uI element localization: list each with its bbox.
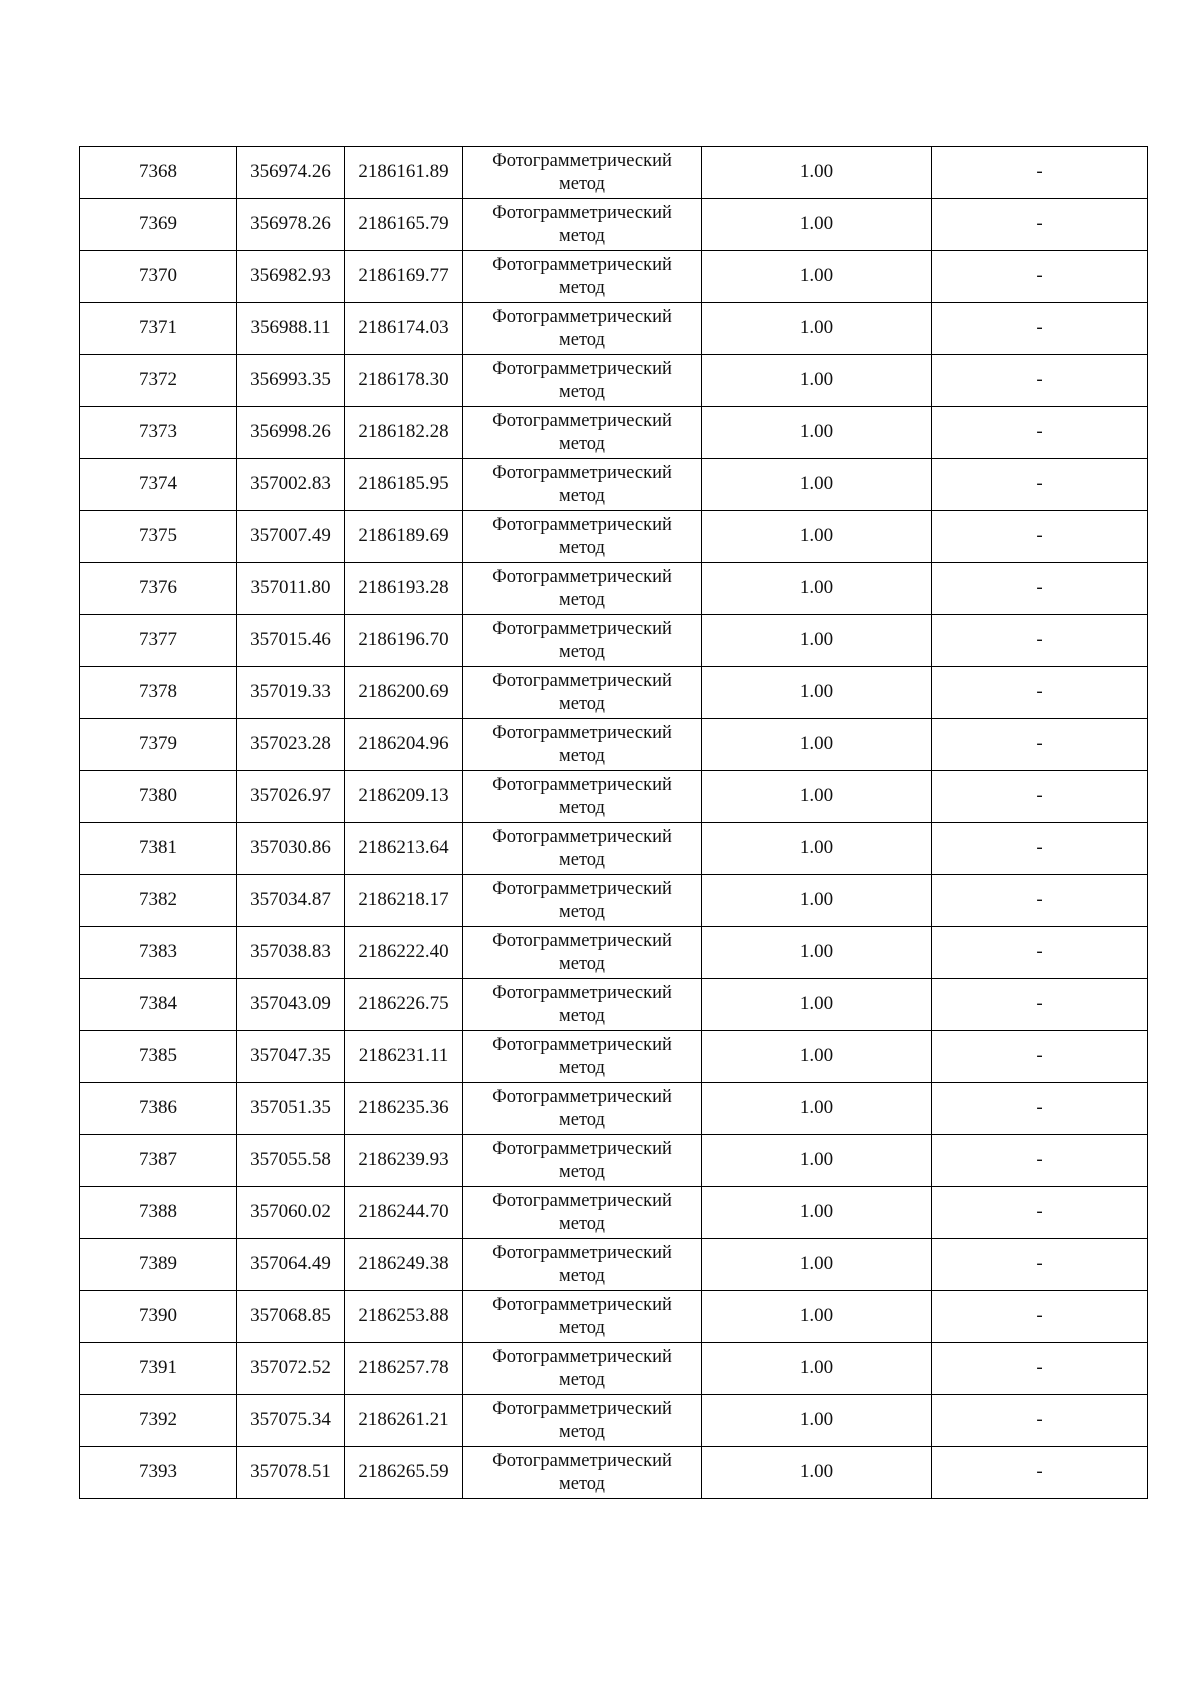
- method-text-line: Фотограмметрический: [492, 411, 672, 432]
- table-row: [80, 667, 1148, 719]
- table-row: [80, 1083, 1148, 1135]
- table-row: [80, 1291, 1148, 1343]
- method-text-line: Фотограмметрический: [492, 1347, 672, 1368]
- y-coordinate-cell: 2186218.17: [345, 875, 463, 927]
- method-text-line: Фотограмметрический: [492, 1295, 672, 1316]
- point-number-cell: 7386: [80, 1083, 237, 1135]
- x-coordinate-cell: 357075.34: [237, 1395, 345, 1447]
- x-coordinate-cell: 357060.02: [237, 1187, 345, 1239]
- table-row: [80, 615, 1148, 667]
- accuracy-cell: 1.00: [702, 459, 932, 511]
- note-cell: -: [932, 927, 1148, 979]
- method-text-line: метод: [559, 1057, 605, 1078]
- note-cell: -: [932, 875, 1148, 927]
- method-text-line: Фотограмметрический: [492, 931, 672, 952]
- y-coordinate-cell: 2186189.69: [345, 511, 463, 563]
- table-row: [80, 511, 1148, 563]
- method-text-line: Фотограмметрический: [492, 723, 672, 744]
- method-cell: [463, 355, 702, 407]
- accuracy-cell: 1.00: [702, 199, 932, 251]
- x-coordinate-cell: 357064.49: [237, 1239, 345, 1291]
- y-coordinate-cell: 2186161.89: [345, 147, 463, 199]
- accuracy-cell: 1.00: [702, 1135, 932, 1187]
- method-text-line: метод: [559, 1317, 605, 1338]
- table-row: [80, 1395, 1148, 1447]
- note-cell: -: [932, 823, 1148, 875]
- method-cell: [463, 1083, 702, 1135]
- point-number-cell: 7380: [80, 771, 237, 823]
- accuracy-cell: 1.00: [702, 1239, 932, 1291]
- point-number-cell: 7379: [80, 719, 237, 771]
- method-text-line: Фотограмметрический: [492, 983, 672, 1004]
- method-text-line: метод: [559, 953, 605, 974]
- method-cell: [463, 1447, 702, 1499]
- point-number-cell: 7383: [80, 927, 237, 979]
- table-row: [80, 1447, 1148, 1499]
- method-text-line: Фотограмметрический: [492, 515, 672, 536]
- x-coordinate-cell: 357023.28: [237, 719, 345, 771]
- method-text-line: Фотограмметрический: [492, 463, 672, 484]
- point-number-cell: 7377: [80, 615, 237, 667]
- method-cell: [463, 615, 702, 667]
- method-cell: [463, 875, 702, 927]
- table-row: [80, 303, 1148, 355]
- method-cell: [463, 719, 702, 771]
- method-text-line: метод: [559, 849, 605, 870]
- method-text-line: метод: [559, 173, 605, 194]
- x-coordinate-cell: 357038.83: [237, 927, 345, 979]
- accuracy-cell: 1.00: [702, 147, 932, 199]
- method-cell: [463, 1187, 702, 1239]
- point-number-cell: 7387: [80, 1135, 237, 1187]
- method-cell: [463, 1239, 702, 1291]
- table-row: [80, 355, 1148, 407]
- method-text-line: Фотограмметрический: [492, 1399, 672, 1420]
- method-cell: [463, 199, 702, 251]
- point-number-cell: 7373: [80, 407, 237, 459]
- note-cell: -: [932, 1395, 1148, 1447]
- y-coordinate-cell: 2186204.96: [345, 719, 463, 771]
- accuracy-cell: 1.00: [702, 303, 932, 355]
- x-coordinate-cell: 357051.35: [237, 1083, 345, 1135]
- method-text-line: Фотограмметрический: [492, 151, 672, 172]
- table-row: [80, 459, 1148, 511]
- y-coordinate-cell: 2186209.13: [345, 771, 463, 823]
- method-text-line: Фотограмметрический: [492, 827, 672, 848]
- method-text-line: метод: [559, 797, 605, 818]
- y-coordinate-cell: 2186222.40: [345, 927, 463, 979]
- note-cell: -: [932, 199, 1148, 251]
- table-row: [80, 199, 1148, 251]
- method-cell: [463, 147, 702, 199]
- point-number-cell: 7393: [80, 1447, 237, 1499]
- x-coordinate-cell: 356998.26: [237, 407, 345, 459]
- note-cell: -: [932, 511, 1148, 563]
- x-coordinate-cell: 357011.80: [237, 563, 345, 615]
- point-number-cell: 7374: [80, 459, 237, 511]
- method-text-line: метод: [559, 1473, 605, 1494]
- method-text-line: метод: [559, 537, 605, 558]
- method-text-line: Фотограмметрический: [492, 1243, 672, 1264]
- method-text-line: метод: [559, 901, 605, 922]
- note-cell: -: [932, 719, 1148, 771]
- method-cell: [463, 459, 702, 511]
- point-number-cell: 7368: [80, 147, 237, 199]
- table-row: [80, 1187, 1148, 1239]
- method-text-line: метод: [559, 381, 605, 402]
- method-cell: [463, 771, 702, 823]
- x-coordinate-cell: 357047.35: [237, 1031, 345, 1083]
- table-row: [80, 771, 1148, 823]
- method-text-line: метод: [559, 1213, 605, 1234]
- y-coordinate-cell: 2186213.64: [345, 823, 463, 875]
- x-coordinate-cell: 356993.35: [237, 355, 345, 407]
- point-number-cell: 7388: [80, 1187, 237, 1239]
- x-coordinate-cell: 357043.09: [237, 979, 345, 1031]
- accuracy-cell: 1.00: [702, 615, 932, 667]
- x-coordinate-cell: 357002.83: [237, 459, 345, 511]
- y-coordinate-cell: 2186193.28: [345, 563, 463, 615]
- accuracy-cell: 1.00: [702, 407, 932, 459]
- x-coordinate-cell: 357007.49: [237, 511, 345, 563]
- method-cell: [463, 563, 702, 615]
- accuracy-cell: 1.00: [702, 355, 932, 407]
- method-text-line: Фотограмметрический: [492, 1087, 672, 1108]
- x-coordinate-cell: 357034.87: [237, 875, 345, 927]
- note-cell: -: [932, 1187, 1148, 1239]
- y-coordinate-cell: 2186244.70: [345, 1187, 463, 1239]
- method-text-line: Фотограмметрический: [492, 1451, 672, 1472]
- note-cell: -: [932, 303, 1148, 355]
- accuracy-cell: 1.00: [702, 771, 932, 823]
- point-number-cell: 7382: [80, 875, 237, 927]
- point-number-cell: 7385: [80, 1031, 237, 1083]
- note-cell: -: [932, 1239, 1148, 1291]
- y-coordinate-cell: 2186257.78: [345, 1343, 463, 1395]
- y-coordinate-cell: 2186196.70: [345, 615, 463, 667]
- accuracy-cell: 1.00: [702, 1395, 932, 1447]
- note-cell: -: [932, 1031, 1148, 1083]
- accuracy-cell: 1.00: [702, 823, 932, 875]
- note-cell: -: [932, 1083, 1148, 1135]
- method-text-line: метод: [559, 1265, 605, 1286]
- point-number-cell: 7389: [80, 1239, 237, 1291]
- y-coordinate-cell: 2186231.11: [345, 1031, 463, 1083]
- point-number-cell: 7369: [80, 199, 237, 251]
- note-cell: -: [932, 771, 1148, 823]
- y-coordinate-cell: 2186200.69: [345, 667, 463, 719]
- table-row: [80, 979, 1148, 1031]
- point-number-cell: 7384: [80, 979, 237, 1031]
- accuracy-cell: 1.00: [702, 1187, 932, 1239]
- note-cell: -: [932, 1135, 1148, 1187]
- table-row: [80, 1239, 1148, 1291]
- accuracy-cell: 1.00: [702, 251, 932, 303]
- point-number-cell: 7376: [80, 563, 237, 615]
- accuracy-cell: 1.00: [702, 511, 932, 563]
- method-text-line: метод: [559, 641, 605, 662]
- method-text-line: метод: [559, 1421, 605, 1442]
- y-coordinate-cell: 2186235.36: [345, 1083, 463, 1135]
- method-text-line: метод: [559, 1109, 605, 1130]
- y-coordinate-cell: 2186185.95: [345, 459, 463, 511]
- table-row: [80, 1031, 1148, 1083]
- method-text-line: Фотограмметрический: [492, 1139, 672, 1160]
- accuracy-cell: 1.00: [702, 667, 932, 719]
- x-coordinate-cell: 356974.26: [237, 147, 345, 199]
- method-cell: [463, 667, 702, 719]
- method-cell: [463, 979, 702, 1031]
- method-cell: [463, 1343, 702, 1395]
- note-cell: -: [932, 1447, 1148, 1499]
- y-coordinate-cell: 2186265.59: [345, 1447, 463, 1499]
- note-cell: -: [932, 667, 1148, 719]
- point-number-cell: 7390: [80, 1291, 237, 1343]
- table-row: [80, 823, 1148, 875]
- note-cell: -: [932, 407, 1148, 459]
- method-cell: [463, 303, 702, 355]
- point-number-cell: 7372: [80, 355, 237, 407]
- method-text-line: метод: [559, 745, 605, 766]
- method-text-line: метод: [559, 589, 605, 610]
- table-row: [80, 407, 1148, 459]
- table-row: [80, 1343, 1148, 1395]
- x-coordinate-cell: 356982.93: [237, 251, 345, 303]
- method-text-line: Фотограмметрический: [492, 671, 672, 692]
- method-text-line: Фотограмметрический: [492, 619, 672, 640]
- method-cell: [463, 823, 702, 875]
- y-coordinate-cell: 2186165.79: [345, 199, 463, 251]
- accuracy-cell: 1.00: [702, 979, 932, 1031]
- method-cell: [463, 1031, 702, 1083]
- method-text-line: метод: [559, 329, 605, 350]
- y-coordinate-cell: 2186178.30: [345, 355, 463, 407]
- method-text-line: Фотограмметрический: [492, 203, 672, 224]
- x-coordinate-cell: 357015.46: [237, 615, 345, 667]
- method-text-line: метод: [559, 225, 605, 246]
- accuracy-cell: 1.00: [702, 927, 932, 979]
- table-row: [80, 1135, 1148, 1187]
- x-coordinate-cell: 357019.33: [237, 667, 345, 719]
- y-coordinate-cell: 2186226.75: [345, 979, 463, 1031]
- note-cell: -: [932, 459, 1148, 511]
- method-text-line: Фотограмметрический: [492, 567, 672, 588]
- method-cell: [463, 1135, 702, 1187]
- point-number-cell: 7392: [80, 1395, 237, 1447]
- x-coordinate-cell: 357026.97: [237, 771, 345, 823]
- x-coordinate-cell: 357072.52: [237, 1343, 345, 1395]
- y-coordinate-cell: 2186239.93: [345, 1135, 463, 1187]
- point-number-cell: 7378: [80, 667, 237, 719]
- note-cell: -: [932, 1343, 1148, 1395]
- point-number-cell: 7391: [80, 1343, 237, 1395]
- y-coordinate-cell: 2186249.38: [345, 1239, 463, 1291]
- accuracy-cell: 1.00: [702, 1291, 932, 1343]
- x-coordinate-cell: 357055.58: [237, 1135, 345, 1187]
- method-cell: [463, 251, 702, 303]
- method-cell: [463, 407, 702, 459]
- note-cell: -: [932, 615, 1148, 667]
- method-text-line: Фотограмметрический: [492, 879, 672, 900]
- y-coordinate-cell: 2186169.77: [345, 251, 463, 303]
- accuracy-cell: 1.00: [702, 1031, 932, 1083]
- coordinates-table: [79, 146, 1148, 1499]
- method-text-line: метод: [559, 1005, 605, 1026]
- point-number-cell: 7371: [80, 303, 237, 355]
- x-coordinate-cell: 357030.86: [237, 823, 345, 875]
- y-coordinate-cell: 2186174.03: [345, 303, 463, 355]
- point-number-cell: 7381: [80, 823, 237, 875]
- method-text-line: метод: [559, 1369, 605, 1390]
- x-coordinate-cell: 356978.26: [237, 199, 345, 251]
- accuracy-cell: 1.00: [702, 563, 932, 615]
- table-row: [80, 927, 1148, 979]
- method-cell: [463, 511, 702, 563]
- note-cell: -: [932, 251, 1148, 303]
- table-row: [80, 147, 1148, 199]
- method-text-line: метод: [559, 433, 605, 454]
- method-text-line: Фотограмметрический: [492, 1191, 672, 1212]
- accuracy-cell: 1.00: [702, 1447, 932, 1499]
- y-coordinate-cell: 2186261.21: [345, 1395, 463, 1447]
- note-cell: -: [932, 563, 1148, 615]
- y-coordinate-cell: 2186182.28: [345, 407, 463, 459]
- method-text-line: метод: [559, 485, 605, 506]
- method-cell: [463, 927, 702, 979]
- note-cell: -: [932, 355, 1148, 407]
- x-coordinate-cell: 356988.11: [237, 303, 345, 355]
- x-coordinate-cell: 357068.85: [237, 1291, 345, 1343]
- note-cell: -: [932, 1291, 1148, 1343]
- method-text-line: Фотограмметрический: [492, 775, 672, 796]
- point-number-cell: 7370: [80, 251, 237, 303]
- x-coordinate-cell: 357078.51: [237, 1447, 345, 1499]
- method-text-line: Фотограмметрический: [492, 307, 672, 328]
- method-text-line: метод: [559, 693, 605, 714]
- note-cell: -: [932, 979, 1148, 1031]
- y-coordinate-cell: 2186253.88: [345, 1291, 463, 1343]
- table-row: [80, 563, 1148, 615]
- table-row: [80, 719, 1148, 771]
- method-text-line: метод: [559, 1161, 605, 1182]
- point-number-cell: 7375: [80, 511, 237, 563]
- accuracy-cell: 1.00: [702, 875, 932, 927]
- method-text-line: Фотограмметрический: [492, 1035, 672, 1056]
- table-body: [80, 147, 1148, 1499]
- note-cell: -: [932, 147, 1148, 199]
- method-cell: [463, 1291, 702, 1343]
- accuracy-cell: 1.00: [702, 1083, 932, 1135]
- method-text-line: метод: [559, 277, 605, 298]
- method-cell: [463, 1395, 702, 1447]
- method-text-line: Фотограмметрический: [492, 255, 672, 276]
- method-text-line: Фотограмметрический: [492, 359, 672, 380]
- table-row: [80, 251, 1148, 303]
- table-row: [80, 875, 1148, 927]
- accuracy-cell: 1.00: [702, 719, 932, 771]
- accuracy-cell: 1.00: [702, 1343, 932, 1395]
